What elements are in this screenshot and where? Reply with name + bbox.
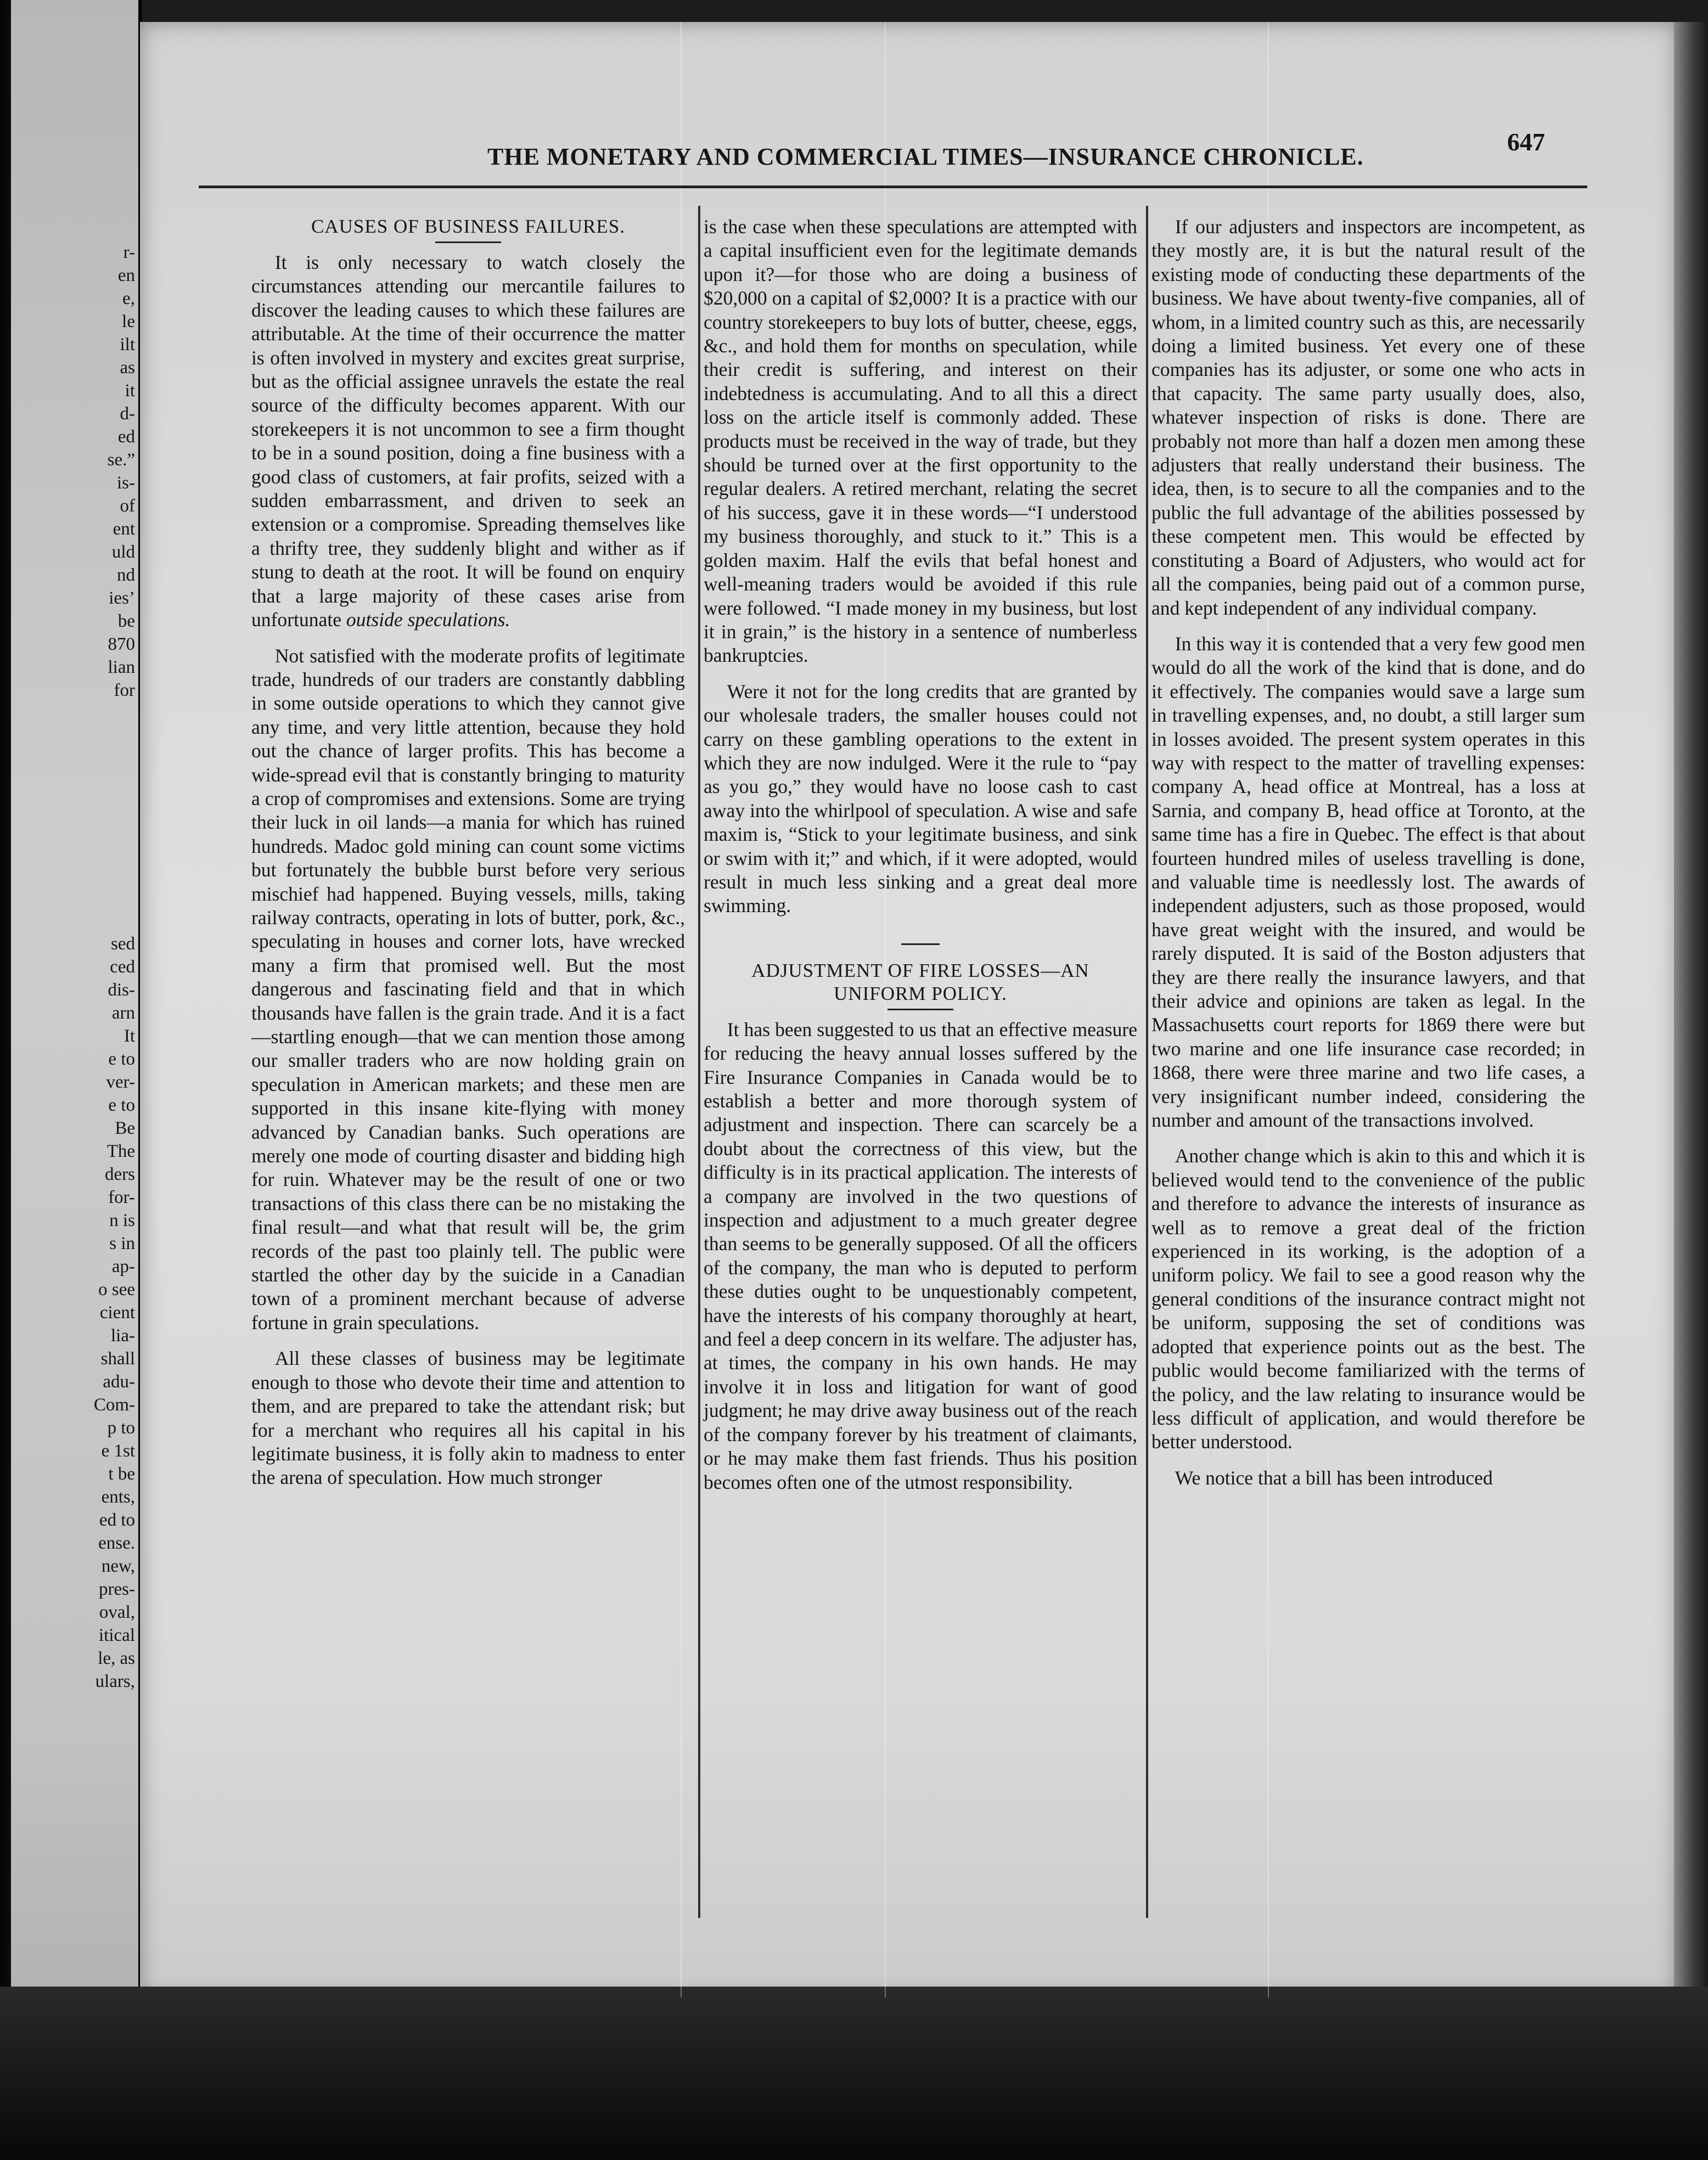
article-paragraph: In this way it is contended that a very few good men would do all the work of the kind that is done, and do it effectively. The companies would save a large sum in travelling expenses, and, no doubt, a still larger sum in losses avoided. The present system operates in this way with respect to the matter of travelling expenses: company A, head office at Montreal, has a loss at Sarnia, and company B, head office at Toronto, at the same time has a fire in Quebec. The effect is that about fourteen hundred miles of useless travelling is done, and valuable time is needlessly lost. The awards of independent adjusters, such as those proposed, would have great weight with the insured, and would be rarely disputed. It is said of the Boston adjusters that they are there really the insurance lawyers, and that their advice and opinions are taken as legal. In the Massachusetts court reports for 1869 there were but two marine and one life insurance case recorded; in 1868, there were three marine and two life cases, a very insignificant number indeed, considering the number and amount of the transactions involved. (1151, 632, 1585, 1132)
prev-page-line-fragment: itical (99, 1625, 135, 1645)
prev-page-line-fragment: lia- (111, 1326, 135, 1346)
prev-page-line-fragment: pres- (99, 1579, 135, 1599)
prev-page-line-fragment: ver- (106, 1072, 135, 1092)
prev-page-line-fragment: t be (108, 1464, 135, 1484)
column-1 (251, 215, 685, 1490)
page-number: 647 (1507, 128, 1545, 156)
prev-page-line-fragment: ed (117, 427, 135, 447)
article-title-business-failures: CAUSES OF BUSINESS FAILURES. (311, 216, 625, 237)
prev-page-line-fragment: for (114, 680, 135, 700)
prev-page-line-fragment: of (120, 496, 135, 516)
article-title-fire-losses: ADJUSTMENT OF FIRE LOSSES—AN UNIFORM POLICY. (751, 959, 1089, 1004)
prev-page-line-fragment: ders (105, 1165, 135, 1184)
article-paragraph: Not satisfied with the moderate profits of legitimate trade, hundreds of our traders are constantly dabbling in some outside operations to which they cannot give any time, and very little attention, because they hold out the chance of larger profits. This has become a wide-spread evil that is constantly bringing to maturity a crop of compromises and extensions. Some are trying their luck in oil lands—a mania for which has ruined hundreds. Madoc gold mining can count some victims but fortunately the bubble burst before very serious mischief had happened. Buying vessels, mills, taking railway contracts, operating in lots of butter, pork, &c., speculating in houses and corner lots, have wrecked many a firm that promised well. But the most dangerous and fascinating field and that in which thousands have fallen is the grain trade. And it is a fact—startling enough—that we can mention those among our smaller traders who are now holding grain on speculation in American markets; and these men are supported in this insane kite-flying with money advanced by Canadian banks. Such operations are merely one mode of courting disaster and bidding high for ruin. Whatever may be the result of one or two transactions of this class there can be no mistaking the final result—and what that result will be, the grim records of the past too plainly tell. The public were startled the other day by the suicide in a Canadian town of a prominent merchant because of adverse fortune in grain speculations. (251, 644, 685, 1334)
prev-page-line-fragment: ced (110, 957, 135, 977)
page-right-edge (1674, 22, 1708, 1998)
prev-page-line-fragment: 870 (108, 634, 135, 654)
prev-page-line-fragment: ies’ (109, 588, 135, 608)
prev-page-line-fragment: le, as (98, 1649, 135, 1668)
running-head: THE MONETARY AND COMMERCIAL TIMES—INSURANCE CHRONICLE. (487, 143, 1364, 170)
prev-page-line-fragment: cient (99, 1303, 135, 1323)
prev-page-line-fragment: shall (100, 1349, 135, 1369)
article-paragraph (251, 251, 685, 632)
prev-page-line-fragment: It (123, 1026, 135, 1046)
prev-page-line-fragment: new, (101, 1556, 135, 1576)
prev-page-line-fragment: oval, (99, 1602, 135, 1622)
prev-page-line-fragment: is- (117, 473, 135, 493)
title-rule (887, 1009, 953, 1010)
prev-page-line-fragment: se.” (107, 450, 135, 470)
prev-page-line-fragment: The (106, 1141, 135, 1161)
article-paragraph: All these classes of business may be legitimate enough to those who devote their time and attention to them, and are prepared to take the attendant risk; but for a merchant who requires all his capital in his legitimate business, it is folly akin to madness to enter the arena of speculation. How much stronger (251, 1347, 685, 1489)
paragraph-text: It is only necessary to watch closely the circumstances attending our mercantile failures to discover the leading causes to which these failures are attributable. At the time of their occurrence the matter is often involved in mystery and excites great surprise, but as the official assignee unravels the estate the real source of the difficulty becomes apparent. With our storekeepers it is not uncommon to see a firm thought to be in a sound position, doing a fine business with a good class of customers, at fair profits, seized with a sudden embarrassment, and driven to seek an extension or a compromise. Spreading themselves like a thrifty tree, they suddenly blight and wither as if stung to death at the root. It will be found on enquiry that a large majority of these cases arise from unfortunate (251, 251, 685, 631)
prev-page-line-fragment: e, (122, 289, 135, 308)
prev-page-line-fragment: for- (108, 1188, 135, 1207)
prev-page-line-fragment: n is (109, 1211, 135, 1230)
article-paragraph: is the case when these speculations are attempted with a capital insufficient even for the legitimate demands upon it?—for those who are doing a business of $20,000 on a capital of $2,000? It is a practice with our country storekeepers to buy lots of butter, cheese, eggs, &c., and hold them for months on speculation, while their credit is suffering, and interest on their indebtedness is accumulating. And to all this a direct loss on the article itself is commonly added. These products must be received in the way of trade, but they should be turned over at the first opportunity to the regular dealers. A retired merchant, relating the secret of his success, gave it in these words—“I understood my business thoroughly, and stuck to it.” This is a golden maxim. Half the evils that befal honest and well-meaning traders would be avoided if this rule were followed. “I made money in my business, but lost it in grain,” is the history in a sentence of numberless bankruptcies. (704, 216, 1137, 667)
prev-page-line-fragment: ed to (99, 1510, 135, 1530)
prev-page-line-fragment: ents, (101, 1487, 135, 1507)
prev-page-line-fragment: as (120, 358, 135, 378)
prev-page-line-fragment: ilt (120, 335, 135, 355)
article-paragraph: Another change which is akin to this and which it is believed would tend to the convenience of the public and therefore to advance the interests of insurance as well as to remove a great deal of the friction experienced in its working, is the adoption of a uniform policy. We fail to see a good reason why the general conditions of the insurance contract might not be uniform, supposing the set of conditions was adopted that experience points out as the best. The public would become familiarized with the terms of the policy, and the law relating to insurance would be less difficult of application, and would therefore be better understood. (1151, 1145, 1585, 1453)
prev-page-line-fragment: ent (113, 519, 135, 539)
prev-page-line-fragment: ap- (111, 1257, 135, 1276)
header-rule (199, 185, 1587, 188)
prev-page-line-fragment: d- (120, 404, 135, 424)
previous-page-edge (11, 0, 138, 2160)
article-paragraph: We notice that a bill has been introduced (1175, 1466, 1493, 1489)
prev-page-line-fragment: r- (123, 243, 135, 262)
prev-page-line-fragment: nd (117, 565, 135, 585)
prev-page-line-fragment: s in (109, 1234, 135, 1253)
column-divider (698, 206, 700, 1918)
title-rule (435, 241, 501, 243)
article-paragraph: Were it not for the long credits that are granted by our wholesale traders, the smaller houses could not carry on these gambling operations to the extent in which they are now indulged. Were it the rule to “pay as you go,” they would have no loose cash to cast away into the whirlpool of speculation. A wise and safe maxim is, “Stick to your legitimate business, and sink or swim with it;” and which, if it were adopted, would result in much less sinking and a great deal more swimming. (704, 680, 1137, 917)
prev-page-line-fragment: it (125, 381, 135, 401)
prev-page-line-fragment: Be (115, 1118, 135, 1138)
prev-page-line-fragment: sed (111, 934, 135, 954)
prev-page-line-fragment: arn (111, 1003, 135, 1023)
prev-page-line-fragment: en (117, 266, 135, 285)
column-divider (1146, 206, 1148, 1918)
prev-page-line-fragment: le (122, 312, 135, 331)
prev-page-line-fragment: ulars, (95, 1672, 135, 1691)
italic-phrase: outside speculations. (346, 609, 510, 631)
prev-page-line-fragment: lian (108, 657, 135, 677)
prev-page-line-fragment: e to (108, 1095, 135, 1115)
prev-page-line-fragment: p to (107, 1418, 135, 1438)
column-2 (704, 215, 1137, 1494)
prev-page-line-fragment: uld (111, 542, 135, 562)
article-paragraph: It has been suggested to us that an effective measure for reducing the heavy annual losses suffered by the Fire Insurance Companies in Canada would be to establish a better and more thorough system of adjustment and inspection. There can scarcely be a doubt about the correctness of this view, but the difficulty is in its practical application. The interests of a company are involved in the two questions of inspection and adjustment to a much greater degree than seems to be generally supposed. Of all the officers of the company, the man who is deputed to perform these duties ought to be unquestionably competent, have the interests of his company thoroughly at heart, and feel a deep concern in its welfare. The adjuster has, at times, the company in his own hands. He may involve it in loss and litigation for want of good judgment; he may drive away business out of the reach of the company forever by his treatment of claimants, or he may make them fast friends. Thus his position becomes often one of the utmost responsibility. (704, 1018, 1137, 1493)
section-separator (901, 943, 940, 945)
prev-page-line-fragment: ense. (98, 1533, 135, 1553)
column-3 (1151, 215, 1585, 1490)
prev-page-line-fragment: Com- (93, 1395, 135, 1415)
prev-page-line-fragment: e 1st (101, 1441, 135, 1461)
prev-page-line-fragment: be (117, 611, 135, 631)
prev-page-line-fragment: e to (108, 1049, 135, 1069)
prev-page-line-fragment: dis- (108, 980, 135, 1000)
prev-page-line-fragment: adu- (103, 1372, 135, 1392)
article-paragraph: If our adjusters and inspectors are incompetent, as they mostly are, it is but the natural result of the existing mode of conducting these departments of the business. We have about twenty-five companies, all of whom, in a limited country such as this, are necessarily doing a limited business. Yet every one of these companies has its adjuster, or some one who acts in that capacity. The same party usually does, also, whatever inspection of risks is done. There are probably not more than half a dozen men among these adjusters that really understand their business. The idea, then, is to secure to all the companies and to the public the full advantage of the abilities possessed by these competent men. This would be effected by constituting a Board of Adjusters, who would act for all the companies, being paid out of a common purse, and kept independent of any individual company. (1151, 216, 1585, 619)
prev-page-line-fragment: o see (98, 1280, 135, 1300)
scan-bottom-margin (0, 1987, 1708, 2160)
